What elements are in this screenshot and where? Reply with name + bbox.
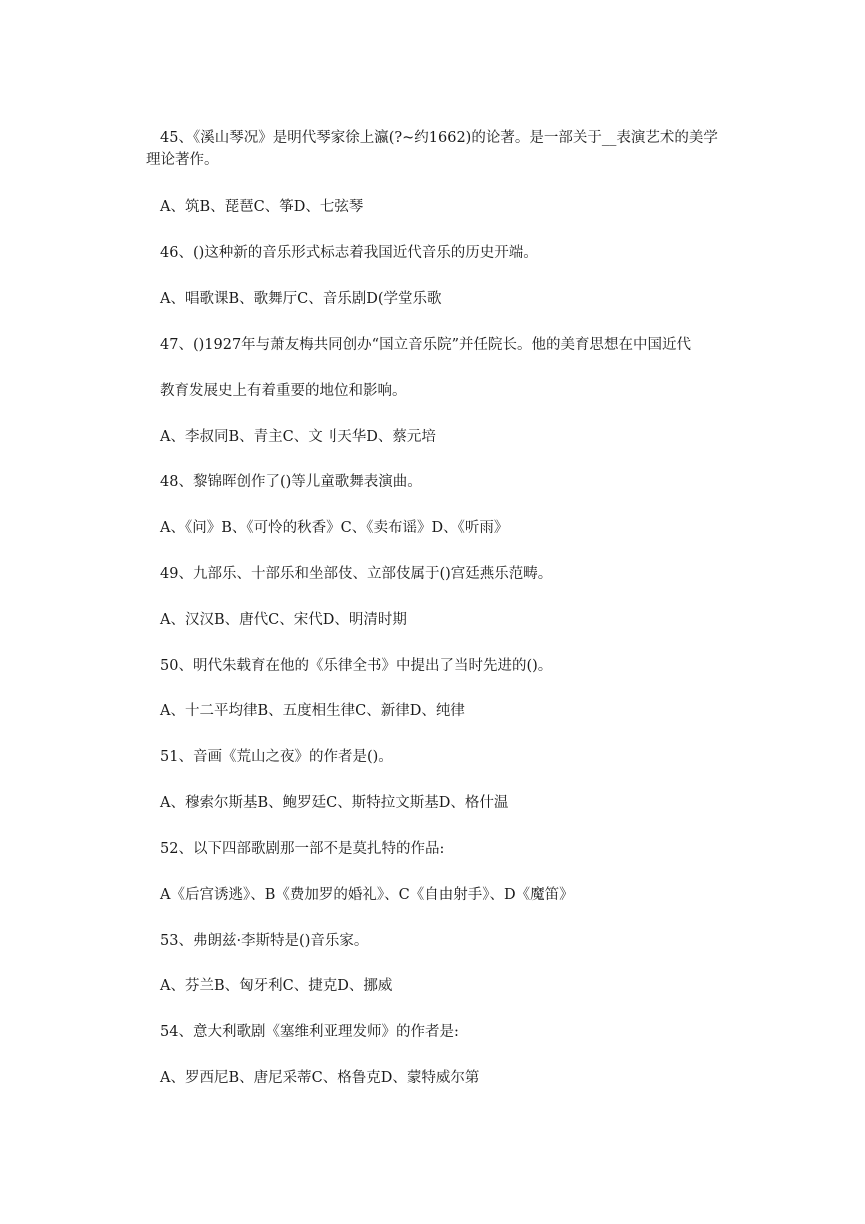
question-50: 50、明代朱载育在他的《乐律全书》中提出了当时先进的()。: [160, 658, 553, 674]
question-54-options: A、罗西尼B、唐尼采蒂C、格鲁克D、蒙特威尔第: [160, 1070, 480, 1086]
question-48-options: A、《问》B、《可怜的秋香》C、《卖布谣》D、《听雨》: [160, 520, 509, 536]
question-51-options: A、穆索尔斯基B、鲍罗廷C、斯特拉文斯基D、格什温: [160, 795, 509, 811]
question-45-line-1: 45、《溪山琴况》是明代琴家徐上瀛(?~约1662)的论著。是一部关于__表演艺术的美学: [160, 130, 718, 146]
question-47-line-2: 教育发展史上有着重要的地位和影响。: [160, 383, 407, 399]
question-52-options: A《后宫诱逃》、B《费加罗的婚礼》、C《自由射手》、D《魔笛》: [160, 887, 574, 903]
question-52: 52、以下四部歌剧那一部不是莫扎特的作品:: [160, 841, 445, 857]
question-49: 49、九部乐、十部乐和坐部伎、立部伎属于()宫廷燕乐范畴。: [160, 566, 553, 582]
question-45-line-2: 理论著作。: [146, 152, 219, 168]
question-50-options: A、十二平均律B、五度相生律C、新律D、纯律: [160, 703, 465, 719]
question-47-line-1: 47、()1927年与萧友梅共同创办“国立音乐院”并任院长。他的美育思想在中国近代: [160, 337, 691, 353]
question-53: 53、弗朗兹·李斯特是()音乐家。: [160, 933, 369, 949]
question-45-options: A、筑B、琵琶C、筝D、七弦琴: [160, 199, 364, 215]
question-49-options: A、汉汉B、唐代C、宋代D、明清时期: [160, 612, 407, 628]
question-46: 46、()这种新的音乐形式标志着我国近代音乐的历史开端。: [160, 245, 538, 261]
question-48: 48、黎锦晖创作了()等儿童歌舞表演曲。: [160, 474, 422, 490]
question-46-options: A、唱歌课B、歌舞厅C、音乐剧D(学堂乐歌: [160, 291, 442, 307]
question-51: 51、音画《荒山之夜》的作者是()。: [160, 749, 393, 765]
question-54: 54、意大利歌剧《塞维利亚理发师》的作者是:: [160, 1024, 459, 1040]
question-47-options: A、李叔同B、青主C、文刂天华D、蔡元培: [160, 429, 436, 445]
question-53-options: A、芬兰B、匈牙利C、捷克D、挪威: [160, 978, 393, 994]
